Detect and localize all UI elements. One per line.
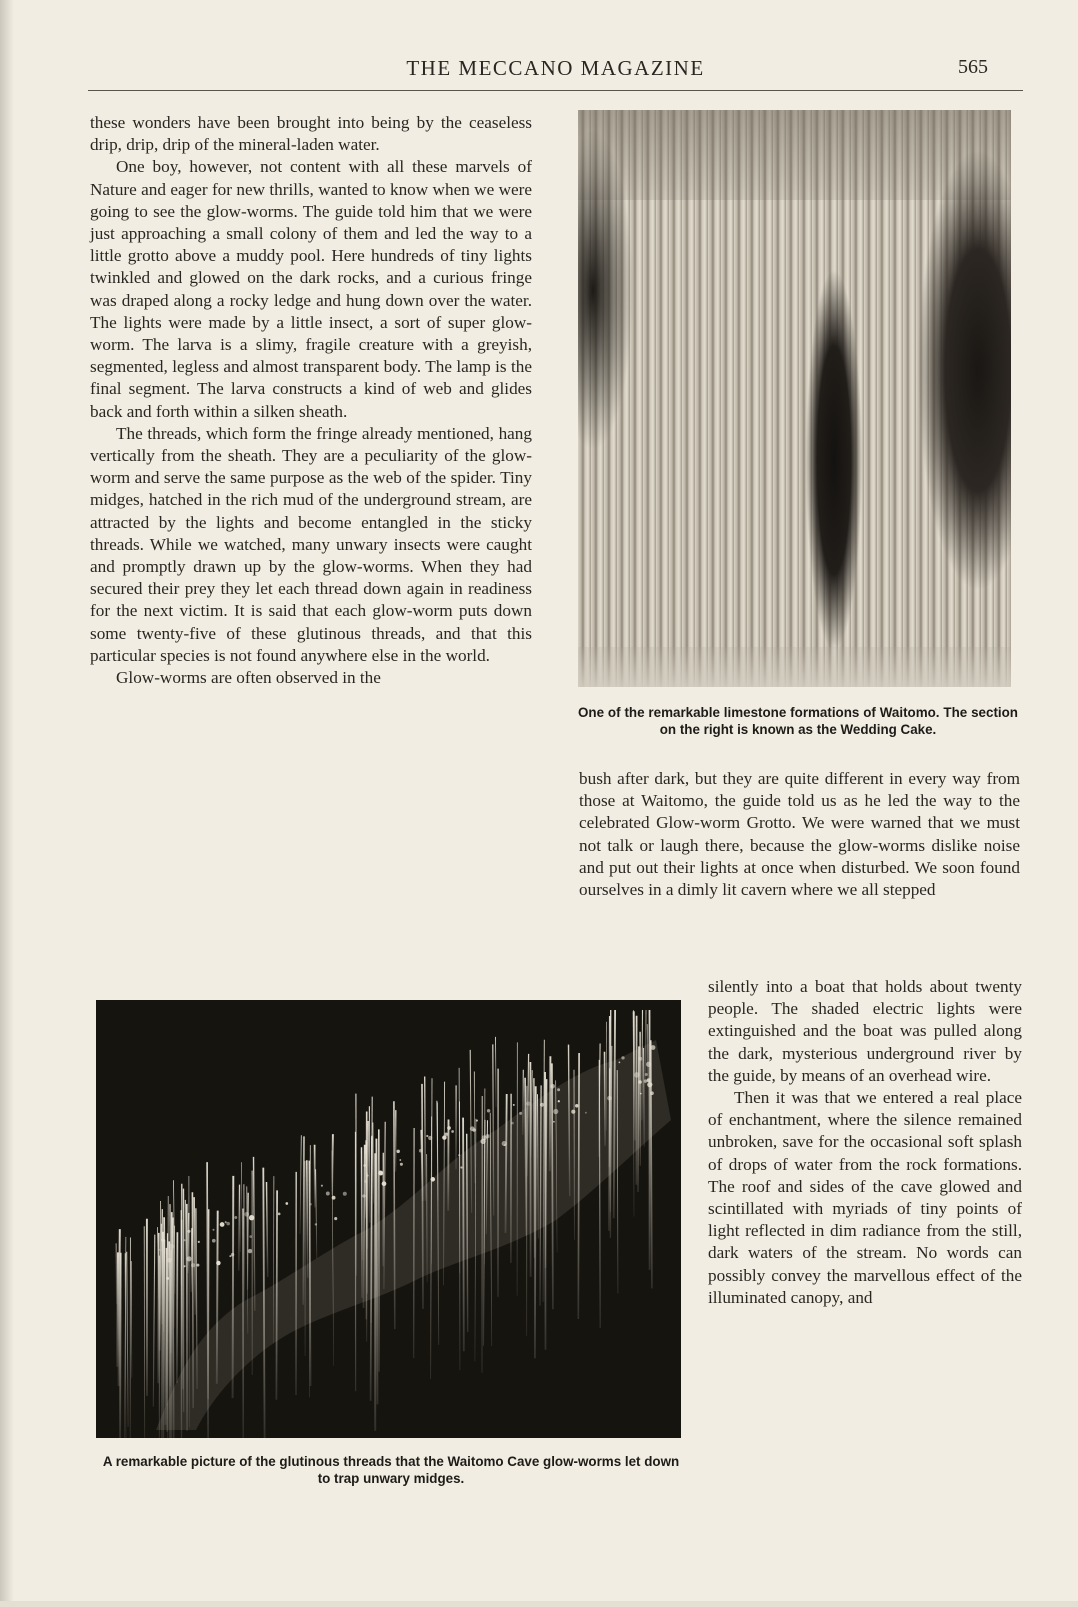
glow-point: [644, 1079, 647, 1082]
paragraph: One boy, however, not content with all these marvels of Nature and eager for new thrills, wanted to know when we were going to see the glow-worms. The guide told him that we were just approaching a small colony of them and led the way to a little grotto above a muddy pool. Here hundreds of tiny lights twinkled and glowed on the dark rocks, and a curious fringe was draped along a rocky ledge and hung down over the water. The lights were made by a little insect, a sort of super glow-worm. The larva is a slimy, fragile creature with a greyish, segmented, legless and almost transparent body. The lamp is the final segment. The larva constructs a kind of web and glides back and forth within a silken sheath.: [90, 157, 532, 421]
thread-line: [356, 1094, 357, 1276]
thread-line: [394, 1101, 395, 1329]
glow-point: [248, 1249, 252, 1253]
thread-line: [117, 1252, 118, 1367]
thread-line: [248, 1193, 249, 1290]
thread-line: [550, 1056, 551, 1171]
glow-point: [526, 1101, 530, 1105]
thread-line: [467, 1134, 468, 1332]
glow-point: [216, 1261, 220, 1265]
glow-point: [212, 1239, 216, 1243]
thread-line: [376, 1139, 377, 1405]
glow-point: [470, 1126, 475, 1131]
glow-point: [225, 1221, 227, 1223]
glow-point: [650, 1091, 654, 1095]
glow-point: [445, 1132, 448, 1135]
glow-point: [646, 1062, 651, 1067]
left-column-text: [90, 112, 532, 689]
glow-point: [315, 1223, 317, 1225]
glow-point: [166, 1277, 169, 1280]
glow-point: [362, 1194, 365, 1197]
glow-point: [220, 1222, 225, 1227]
thread-line: [192, 1192, 193, 1408]
glow-point: [249, 1235, 252, 1238]
glow-point: [244, 1212, 249, 1217]
glow-point: [161, 1239, 164, 1242]
thread-line: [208, 1209, 209, 1399]
limestone-formation-photo: [578, 110, 1011, 687]
glow-point: [198, 1241, 200, 1243]
thread-line: [474, 1072, 475, 1184]
thread-line: [638, 1046, 639, 1192]
glow-point: [400, 1163, 403, 1166]
glow-point: [191, 1263, 195, 1267]
thread-line: [239, 1185, 240, 1271]
glow-point: [399, 1159, 401, 1161]
paragraph: bush after dark, but they are quite different in every way from those at Waitomo, the guide told us as he led the way to the celebrated Glow-worm Grotto. We were warned that we must not talk or laugh there, because the glow-worms dislike noise and put out their lights at once when disturbed. We soon found ourselves in a dimly lit cavern where we all stepped: [579, 769, 1020, 900]
glow-point: [638, 1080, 642, 1084]
glow-point: [419, 1149, 423, 1153]
glow-point: [428, 1136, 432, 1140]
glow-point: [378, 1171, 383, 1176]
thread-line: [191, 1228, 192, 1292]
page-edge-shadow: [0, 0, 14, 1607]
glow-point: [519, 1112, 522, 1115]
thread-line: [332, 1134, 333, 1195]
glow-point: [431, 1177, 436, 1182]
paragraph: The threads, which form the fringe already mentioned, hang vertically from the sheath. They are a peculiarity of the glow-worm and serve the same purpose as the web of the spider. Tiny midges, hatched in the rich mud of the underground stream, are attracted by the lights and become entangled in the sticky threads. While we watched, many unwary insects were caught and promptly drawn up by the glow-worms. When they had secured their prey they let each thread down again in readiness for the next victim. It is said that each glow-worm puts down some twenty-five of these glutinous threads, and that this particular species is not found anywhere else in the world.: [90, 423, 532, 665]
glow-worm-threads-image: [96, 1000, 681, 1438]
photo-floor: [578, 647, 1011, 687]
thread-line: [422, 1084, 423, 1309]
glow-point: [458, 1154, 460, 1156]
glow-point: [553, 1109, 558, 1114]
glow-point: [502, 1141, 507, 1146]
right-column-text: [579, 768, 1020, 901]
glow-point: [363, 1164, 366, 1167]
thread-line: [605, 1052, 606, 1146]
glow-point: [575, 1104, 579, 1108]
thread-line: [425, 1077, 426, 1201]
glow-point: [571, 1110, 575, 1114]
glow-point: [558, 1100, 560, 1102]
glow-point: [553, 1121, 555, 1123]
thread-line: [525, 1078, 526, 1236]
glow-point: [486, 1134, 490, 1138]
thread-line: [523, 1070, 524, 1135]
thread-line: [506, 1094, 507, 1233]
glow-point: [367, 1175, 369, 1177]
thread-line: [578, 1053, 579, 1319]
glow-point: [249, 1215, 254, 1220]
glow-point: [226, 1222, 230, 1226]
page-bottom-edge: [0, 1601, 1078, 1607]
thread-line: [552, 1063, 553, 1309]
glow-point: [487, 1109, 491, 1113]
paragraph: silently into a boat that holds about twenty people. The shaded electric lights were extinguished and the boat was pulled along the dark, mysterious underground river by the guide, by means of an overhead wire.: [708, 977, 1022, 1085]
glow-point: [621, 1056, 624, 1059]
photo-shading: [578, 110, 1011, 200]
glow-point: [364, 1180, 367, 1183]
thread-line: [177, 1232, 178, 1383]
glow-point: [234, 1216, 237, 1219]
thread-line: [188, 1213, 189, 1274]
glow-point: [447, 1126, 451, 1130]
glow-point: [343, 1192, 347, 1196]
thread-line: [642, 1010, 643, 1120]
top-photo-caption: One of the remarkable limestone formations of Waitomo. The section on the right is known as the Wedding Cake.: [578, 705, 1018, 737]
glow-point: [184, 1239, 186, 1241]
paragraph: Glow-worms are often observed in the: [116, 668, 381, 688]
glow-point: [585, 1112, 587, 1114]
page-header: [88, 56, 1023, 91]
glow-point: [513, 1104, 515, 1106]
glow-point: [382, 1181, 387, 1186]
glow-point: [229, 1255, 231, 1257]
glow-point: [619, 1062, 621, 1064]
glow-point: [451, 1130, 454, 1133]
magazine-title: THE MECCANO MAGAZINE: [406, 56, 705, 80]
glow-point: [640, 1093, 642, 1095]
thread-line: [120, 1253, 121, 1438]
glow-point: [321, 1185, 323, 1187]
glow-point: [540, 1103, 544, 1107]
glow-point: [460, 1166, 462, 1168]
thread-line: [303, 1136, 304, 1304]
glow-point: [231, 1253, 234, 1256]
page-number: 565: [958, 56, 988, 78]
glow-point: [651, 1045, 656, 1050]
glow-point: [196, 1264, 199, 1267]
glow-point: [187, 1256, 192, 1261]
glow-point: [212, 1229, 214, 1231]
glow-point: [334, 1217, 337, 1220]
glow-point: [550, 1084, 555, 1089]
glow-point: [184, 1265, 186, 1267]
thread-line: [496, 1037, 497, 1107]
thread-line: [173, 1218, 174, 1439]
bottom-photo-caption: A remarkable picture of the glutinous threads that the Waitomo Cave glow-worms let down to trap unwary midges.: [102, 1454, 680, 1486]
glow-point: [309, 1203, 312, 1206]
glow-point: [278, 1213, 281, 1216]
glow-point: [159, 1249, 161, 1251]
paragraph: these wonders have been brought into being by the ceaseless drip, drip, drip of the mineral-laden water.: [90, 113, 532, 155]
glow-point: [638, 1057, 642, 1061]
glow-point: [326, 1192, 330, 1196]
thread-line: [217, 1211, 218, 1384]
glow-point: [647, 1078, 651, 1082]
glow-point: [332, 1196, 336, 1200]
thread-line: [463, 1118, 464, 1352]
glow-point: [634, 1072, 640, 1078]
right-narrow-column-text: [708, 976, 1022, 1309]
thread-line: [144, 1226, 145, 1438]
glow-point: [187, 1230, 190, 1233]
glow-point: [645, 1073, 648, 1076]
glow-point: [511, 1122, 514, 1125]
glow-point: [169, 1244, 174, 1249]
thread-line: [535, 1086, 536, 1358]
glow-point: [647, 1082, 652, 1087]
thread-line: [307, 1160, 308, 1278]
thread-line: [546, 1079, 547, 1268]
thread-line: [644, 1048, 645, 1147]
glow-point: [476, 1120, 478, 1122]
paragraph: Then it was that we entered a real place of enchantment, where the silence remained unbroken, save for the occasional soft splash of drops of water from the rock formations. The roof and sides of the cave glowed and scintillated with myriads of tiny points of light reflected in dim radiance from the still, dark waters of the stream. No words can possibly convey the marvellous effect of the illuminated canopy, and: [708, 1088, 1022, 1307]
glow-point: [426, 1135, 428, 1137]
glow-point: [396, 1150, 399, 1153]
glow-point: [167, 1258, 172, 1263]
thread-line: [233, 1176, 234, 1398]
thread-line: [609, 1068, 610, 1230]
glow-point: [557, 1088, 560, 1091]
glow-point: [607, 1096, 612, 1101]
thread-line: [276, 1190, 277, 1399]
glow-point: [285, 1202, 288, 1205]
glow-worm-threads-photo: [96, 1000, 681, 1438]
thread-line: [364, 1145, 365, 1308]
